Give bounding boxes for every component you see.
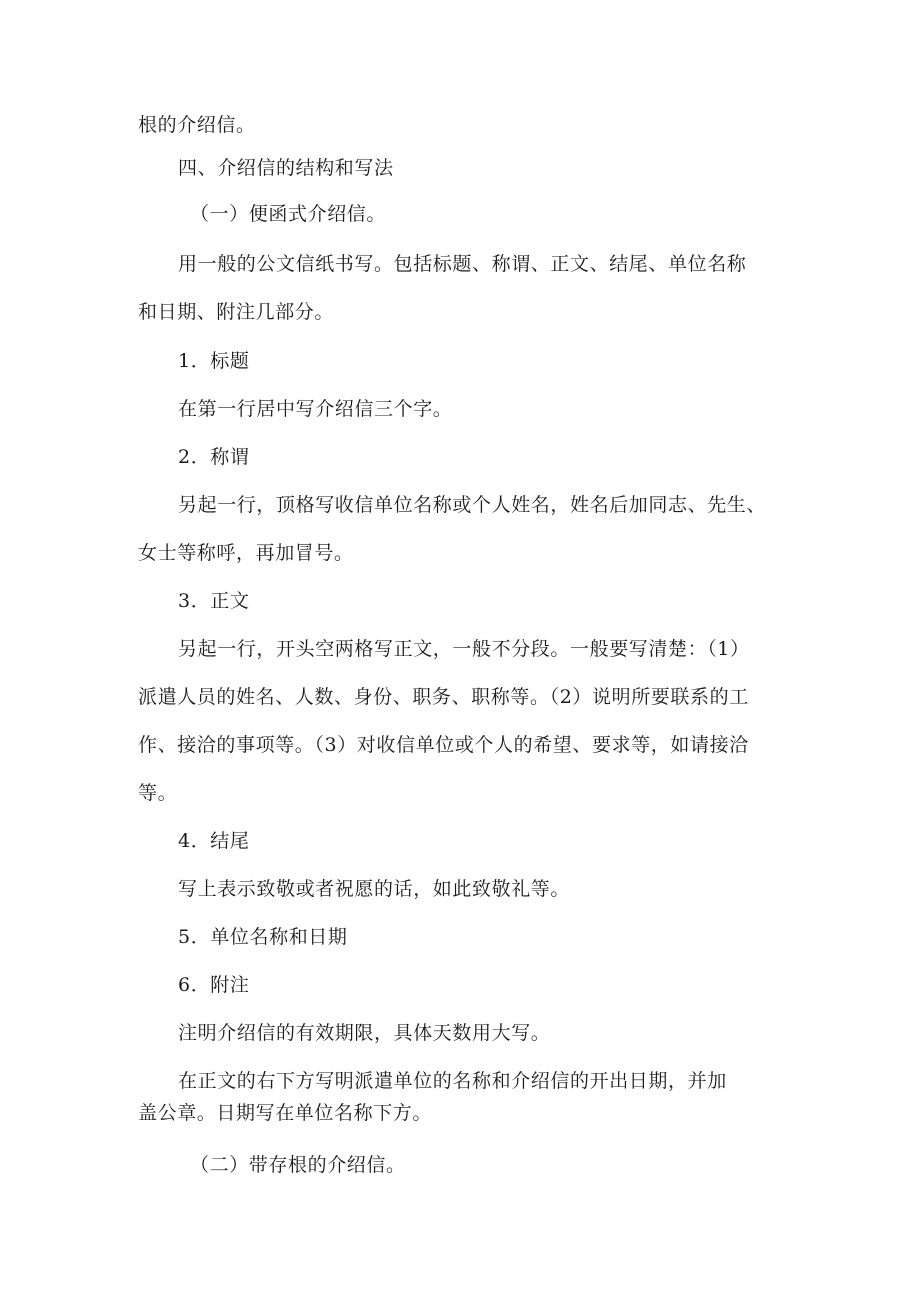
item-heading-unit-date: 5．单位名称和日期: [178, 926, 348, 948]
item-heading-title: 1．标题: [178, 350, 250, 372]
item-heading-closing: 4．结尾: [178, 830, 250, 852]
paragraph-text: 作、接洽的事项等。（3）对收信单位或个人的希望、要求等，如请接洽: [138, 734, 749, 756]
paragraph-text: 和日期、附注几部分。: [138, 301, 335, 323]
subsection-heading-1: （一）便函式介绍信。: [190, 203, 387, 225]
paragraph-text: 在第一行居中写介绍信三个字。: [178, 398, 453, 420]
subsection-heading-2: （二）带存根的介绍信。: [190, 1154, 406, 1176]
paragraph-text: 另起一行，顶格写收信单位名称或个人姓名，姓名后加同志、先生、: [178, 494, 767, 516]
paragraph-text: 派遣人员的姓名、人数、身份、职务、职称等。（2）说明所要联系的工: [138, 686, 749, 708]
item-heading-salutation: 2．称谓: [178, 446, 250, 468]
paragraph-text: 另起一行，开头空两格写正文，一般不分段。一般要写清楚：（1）: [178, 638, 750, 660]
section-heading-4: 四、介绍信的结构和写法: [178, 157, 394, 179]
paragraph-text: 注明介绍信的有效期限，具体天数用大写。: [178, 1022, 551, 1044]
paragraph-text: 盖公章。日期写在单位名称下方。: [138, 1102, 433, 1124]
item-heading-body: 3．正文: [178, 590, 250, 612]
item-heading-notes: 6．附注: [178, 974, 250, 996]
paragraph-text: 等。: [138, 782, 178, 804]
paragraph-continuation: 根的介绍信。: [138, 114, 256, 136]
paragraph-text: 用一般的公文信纸书写。包括标题、称谓、正文、结尾、单位名称: [178, 253, 747, 275]
paragraph-text: 写上表示致敬或者祝愿的话，如此致敬礼等。: [178, 878, 571, 900]
paragraph-text: 在正文的右下方写明派遣单位的名称和介绍信的开出日期，并加: [178, 1070, 727, 1092]
paragraph-text: 女士等称呼，再加冒号。: [138, 542, 354, 564]
